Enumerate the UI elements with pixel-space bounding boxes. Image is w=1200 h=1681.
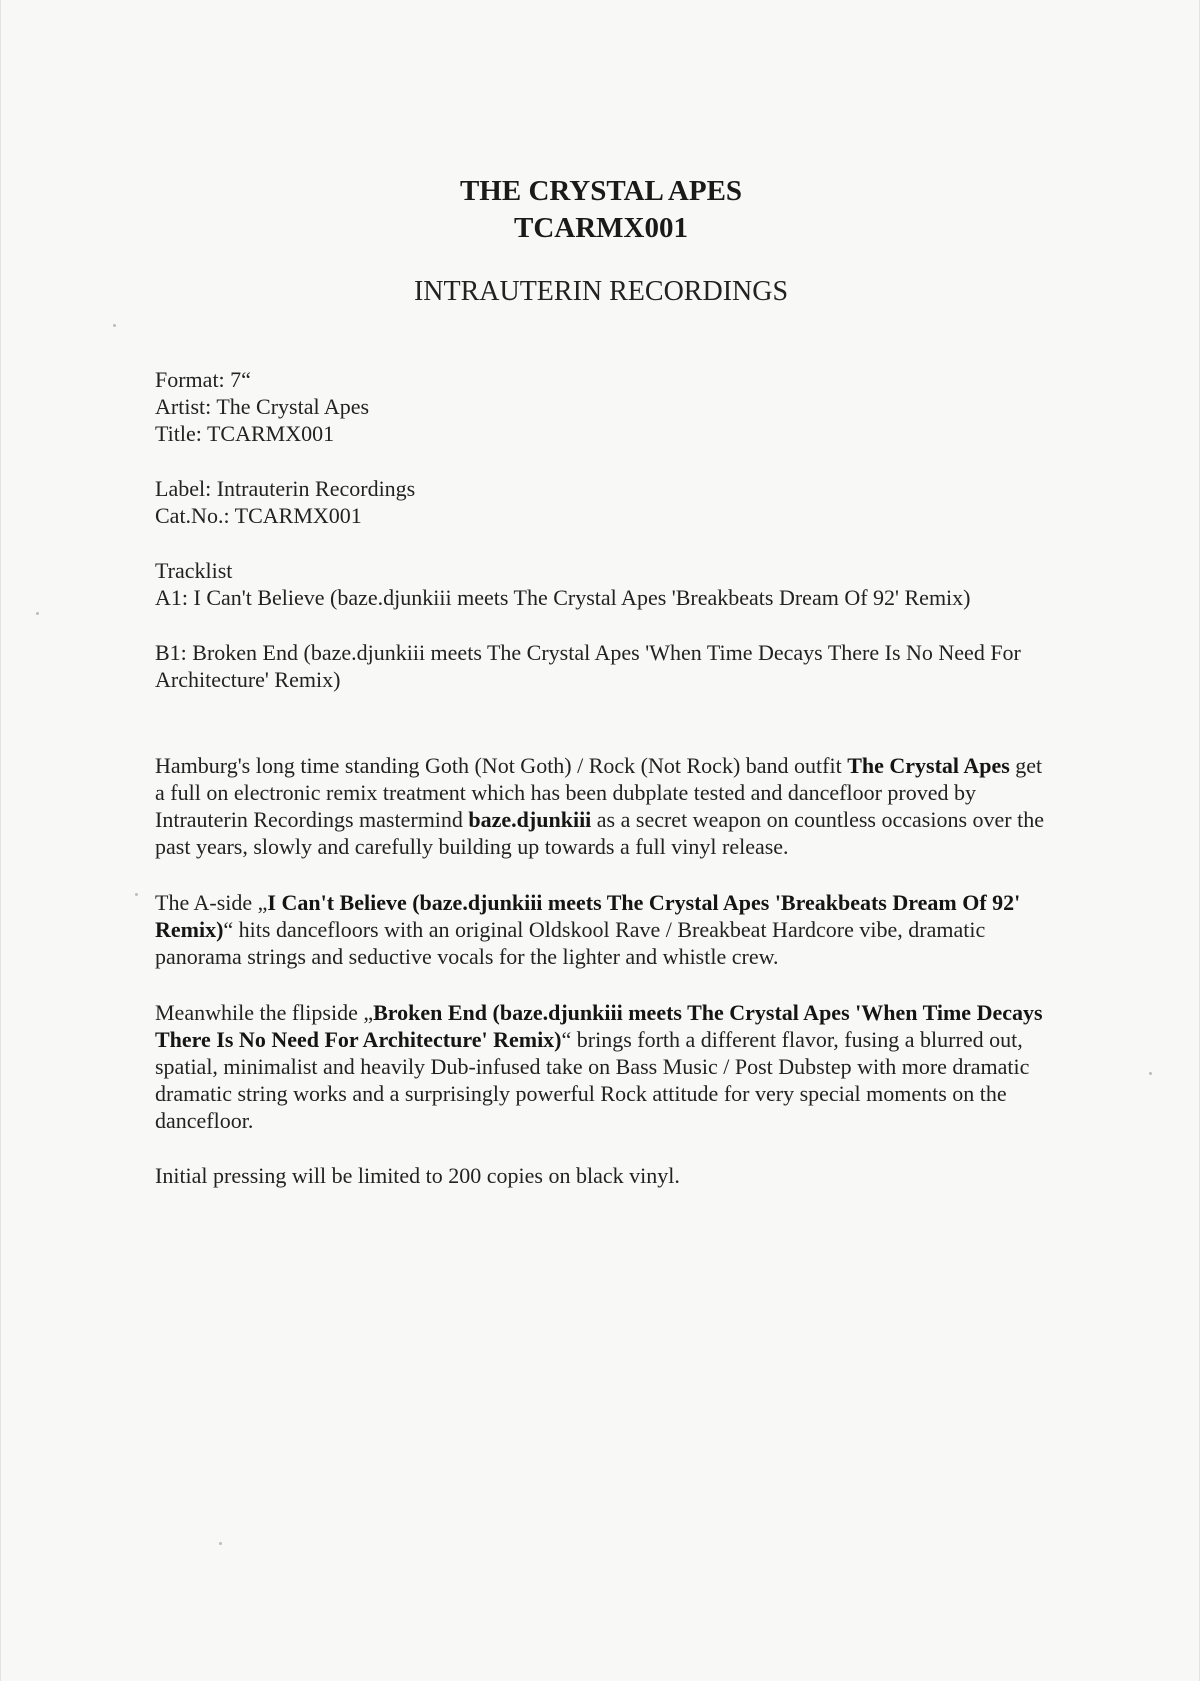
paper-speck: [135, 893, 138, 896]
track-b1-block: [155, 639, 1025, 693]
catno-line: Cat.No.: TCARMX001: [155, 503, 362, 528]
p1-text-3: as a secret weapon on countless occasions over the past years, slowly and carefully building up towards a full vinyl release.: [155, 807, 1044, 859]
track-b1: B1: Broken End (baze.djunkiii meets The Crystal Apes 'When Time Decays There Is No Need For Architecture' Remix): [155, 640, 1021, 692]
p3-bold-track: Broken End (baze.djunkiii meets The Crystal Apes 'When Time Decays There Is No Need For Architecture' Remix): [155, 1000, 1043, 1052]
p2-text-1: The A-side „: [155, 890, 268, 915]
paper-speck: [219, 1542, 222, 1545]
paper-speck: [113, 324, 116, 327]
label-heading: INTRAUTERIN RECORDINGS: [413, 276, 789, 307]
description-paragraph-3: [155, 999, 1055, 1134]
p1-text-2: get a full on electronic remix treatment which has been dubplate tested and dancefloor proved by Intrauterin Recordings mastermind: [155, 753, 1043, 832]
p1-bold-artist: The Crystal Apes: [847, 753, 1010, 778]
label-line: Label: Intrauterin Recordings: [155, 476, 416, 501]
format-line: Format: 7“: [155, 367, 251, 392]
description-paragraph-4: [155, 1162, 1055, 1189]
track-a1: A1: I Can't Believe (baze.djunkiii meets The Crystal Apes 'Breakbeats Dream Of 92' Remix): [155, 585, 971, 610]
paper-speck: [1149, 1072, 1152, 1075]
p1-text-1: Hamburg's long time standing Goth (Not Goth) / Rock (Not Rock) band outfit: [155, 753, 848, 778]
tracklist-heading: Tracklist: [155, 558, 233, 583]
p2-bold-track: I Can't Believe (baze.djunkiii meets The Crystal Apes 'Breakbeats Dream Of 92' Remix): [155, 890, 1021, 942]
label-info: [155, 475, 1055, 529]
catalog-heading: TCARMX001: [514, 212, 688, 244]
artist-line: Artist: The Crystal Apes: [155, 394, 370, 419]
artist-heading: THE CRYSTAL APES: [459, 175, 743, 207]
paper-speck: [36, 612, 39, 615]
p3-text-1: Meanwhile the flipside „: [155, 1000, 374, 1025]
description-paragraph-2: [155, 889, 1055, 970]
release-info: [155, 366, 1055, 447]
description-paragraph-1: [155, 752, 1055, 860]
p3-text-2: “ brings forth a different flavor, fusing a blurred out, spatial, minimalist and heavily Dub-infused take on Bass Music / Post Dubstep with more dramatic dramatic string works and a surprisingly powerful Rock attitude for very special moments on the dancefloor.: [155, 1027, 1030, 1133]
p1-bold-dj: baze.djunkiii: [468, 807, 592, 832]
pressing-note: Initial pressing will be limited to 200 copies on black vinyl.: [155, 1163, 680, 1188]
p2-text-2: “ hits dancefloors with an original Oldskool Rave / Breakbeat Hardcore vibe, dramatic panorama strings and seductive vocals for the lighter and whistle crew.: [155, 917, 986, 969]
tracklist: [155, 557, 1055, 611]
title-line: Title: TCARMX001: [155, 421, 335, 446]
